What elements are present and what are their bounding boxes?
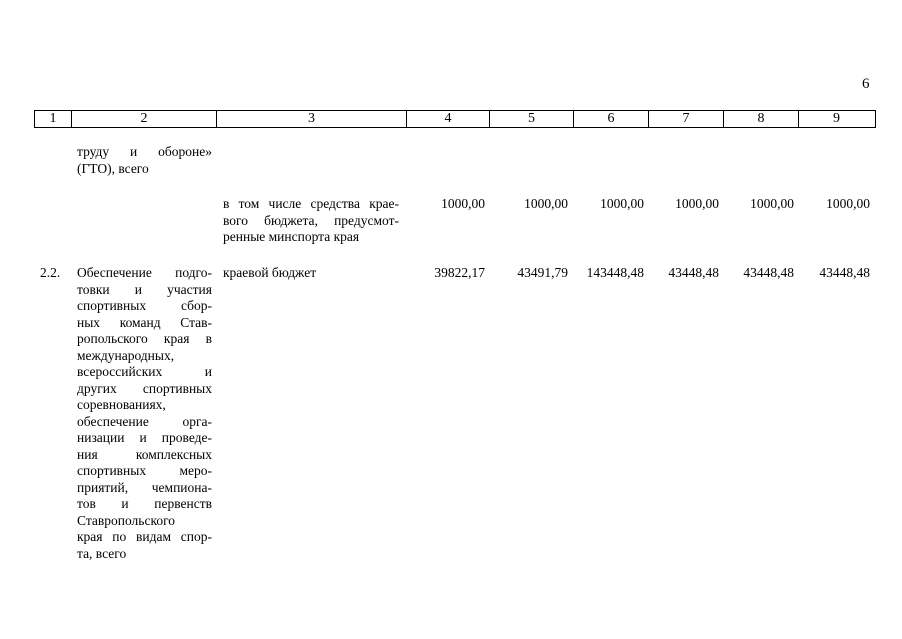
sub-value-col4: 1000,00 [441, 196, 485, 211]
header-cell-3: 3 [308, 111, 315, 126]
row-2-2-value-col6: 143448,48 [586, 265, 644, 280]
sub-value-col7: 1000,00 [675, 196, 719, 211]
header-cell-6: 6 [607, 111, 615, 126]
row-2-2-source: краевой бюджет [223, 265, 317, 280]
name-line: труду и обороне» [77, 144, 212, 159]
header-cell-2: 2 [140, 111, 148, 126]
name-line: Обеспечение подго- [77, 265, 212, 280]
name-line: приятий, чемпиона- [77, 479, 212, 495]
name-line: ния комплексных [77, 446, 212, 462]
name-line: ропольского края в [77, 331, 212, 346]
table-header-row [34, 110, 876, 128]
name-line: Ставропольского [77, 512, 176, 528]
header-cell-5: 5 [528, 111, 535, 126]
name-line: та, всего [77, 545, 127, 561]
name-line: спортивных меро- [77, 463, 212, 478]
row-2-2-value-col9: 43448,48 [819, 265, 870, 280]
header-cell-8: 8 [757, 111, 765, 126]
name-line: товки и участия [77, 281, 212, 297]
sub-value-col5: 1000,00 [524, 196, 568, 211]
row-2-2-name-cell [77, 265, 212, 562]
source-line: ренные минспорта края [223, 229, 360, 244]
sub-value-col8: 1000,00 [750, 196, 794, 211]
name-line: тов и первенств [77, 496, 212, 511]
row-2-2-value-col5: 43491,79 [517, 265, 568, 280]
row-2-2-value-col4: 39822,17 [434, 265, 485, 280]
name-line: края по видам спор- [77, 529, 212, 544]
header-cell-9: 9 [833, 111, 840, 126]
name-line: обеспечение орга- [77, 413, 212, 429]
continuation-name-cell [77, 144, 212, 177]
row-number-2-2: 2.2. [40, 265, 61, 280]
sub-source-cell [223, 196, 399, 246]
header-cell-1: 1 [49, 111, 57, 126]
sub-value-col6: 1000,00 [600, 196, 644, 211]
sub-value-col9: 1000,00 [826, 196, 870, 211]
name-line: других спортивных [77, 380, 212, 396]
name-line: низации и проведе- [77, 430, 212, 445]
source-line: в том числе средства крае- [223, 196, 399, 211]
name-line: ных команд Став- [77, 314, 212, 330]
header-cell-4: 4 [444, 111, 452, 126]
name-line: соревнованиях, [77, 397, 166, 412]
header-cell-7: 7 [682, 111, 690, 126]
name-line: международных, [77, 347, 175, 363]
source-line: вого бюджета, предусмот- [223, 212, 399, 228]
name-line: всероссийских и [77, 364, 212, 379]
name-line: спортивных сбор- [77, 298, 212, 313]
name-line: (ГТО), всего [77, 160, 149, 176]
row-2-2-value-col8: 43448,48 [743, 265, 794, 280]
page-number: 6 [862, 76, 870, 92]
row-2-2-value-col7: 43448,48 [668, 265, 719, 280]
